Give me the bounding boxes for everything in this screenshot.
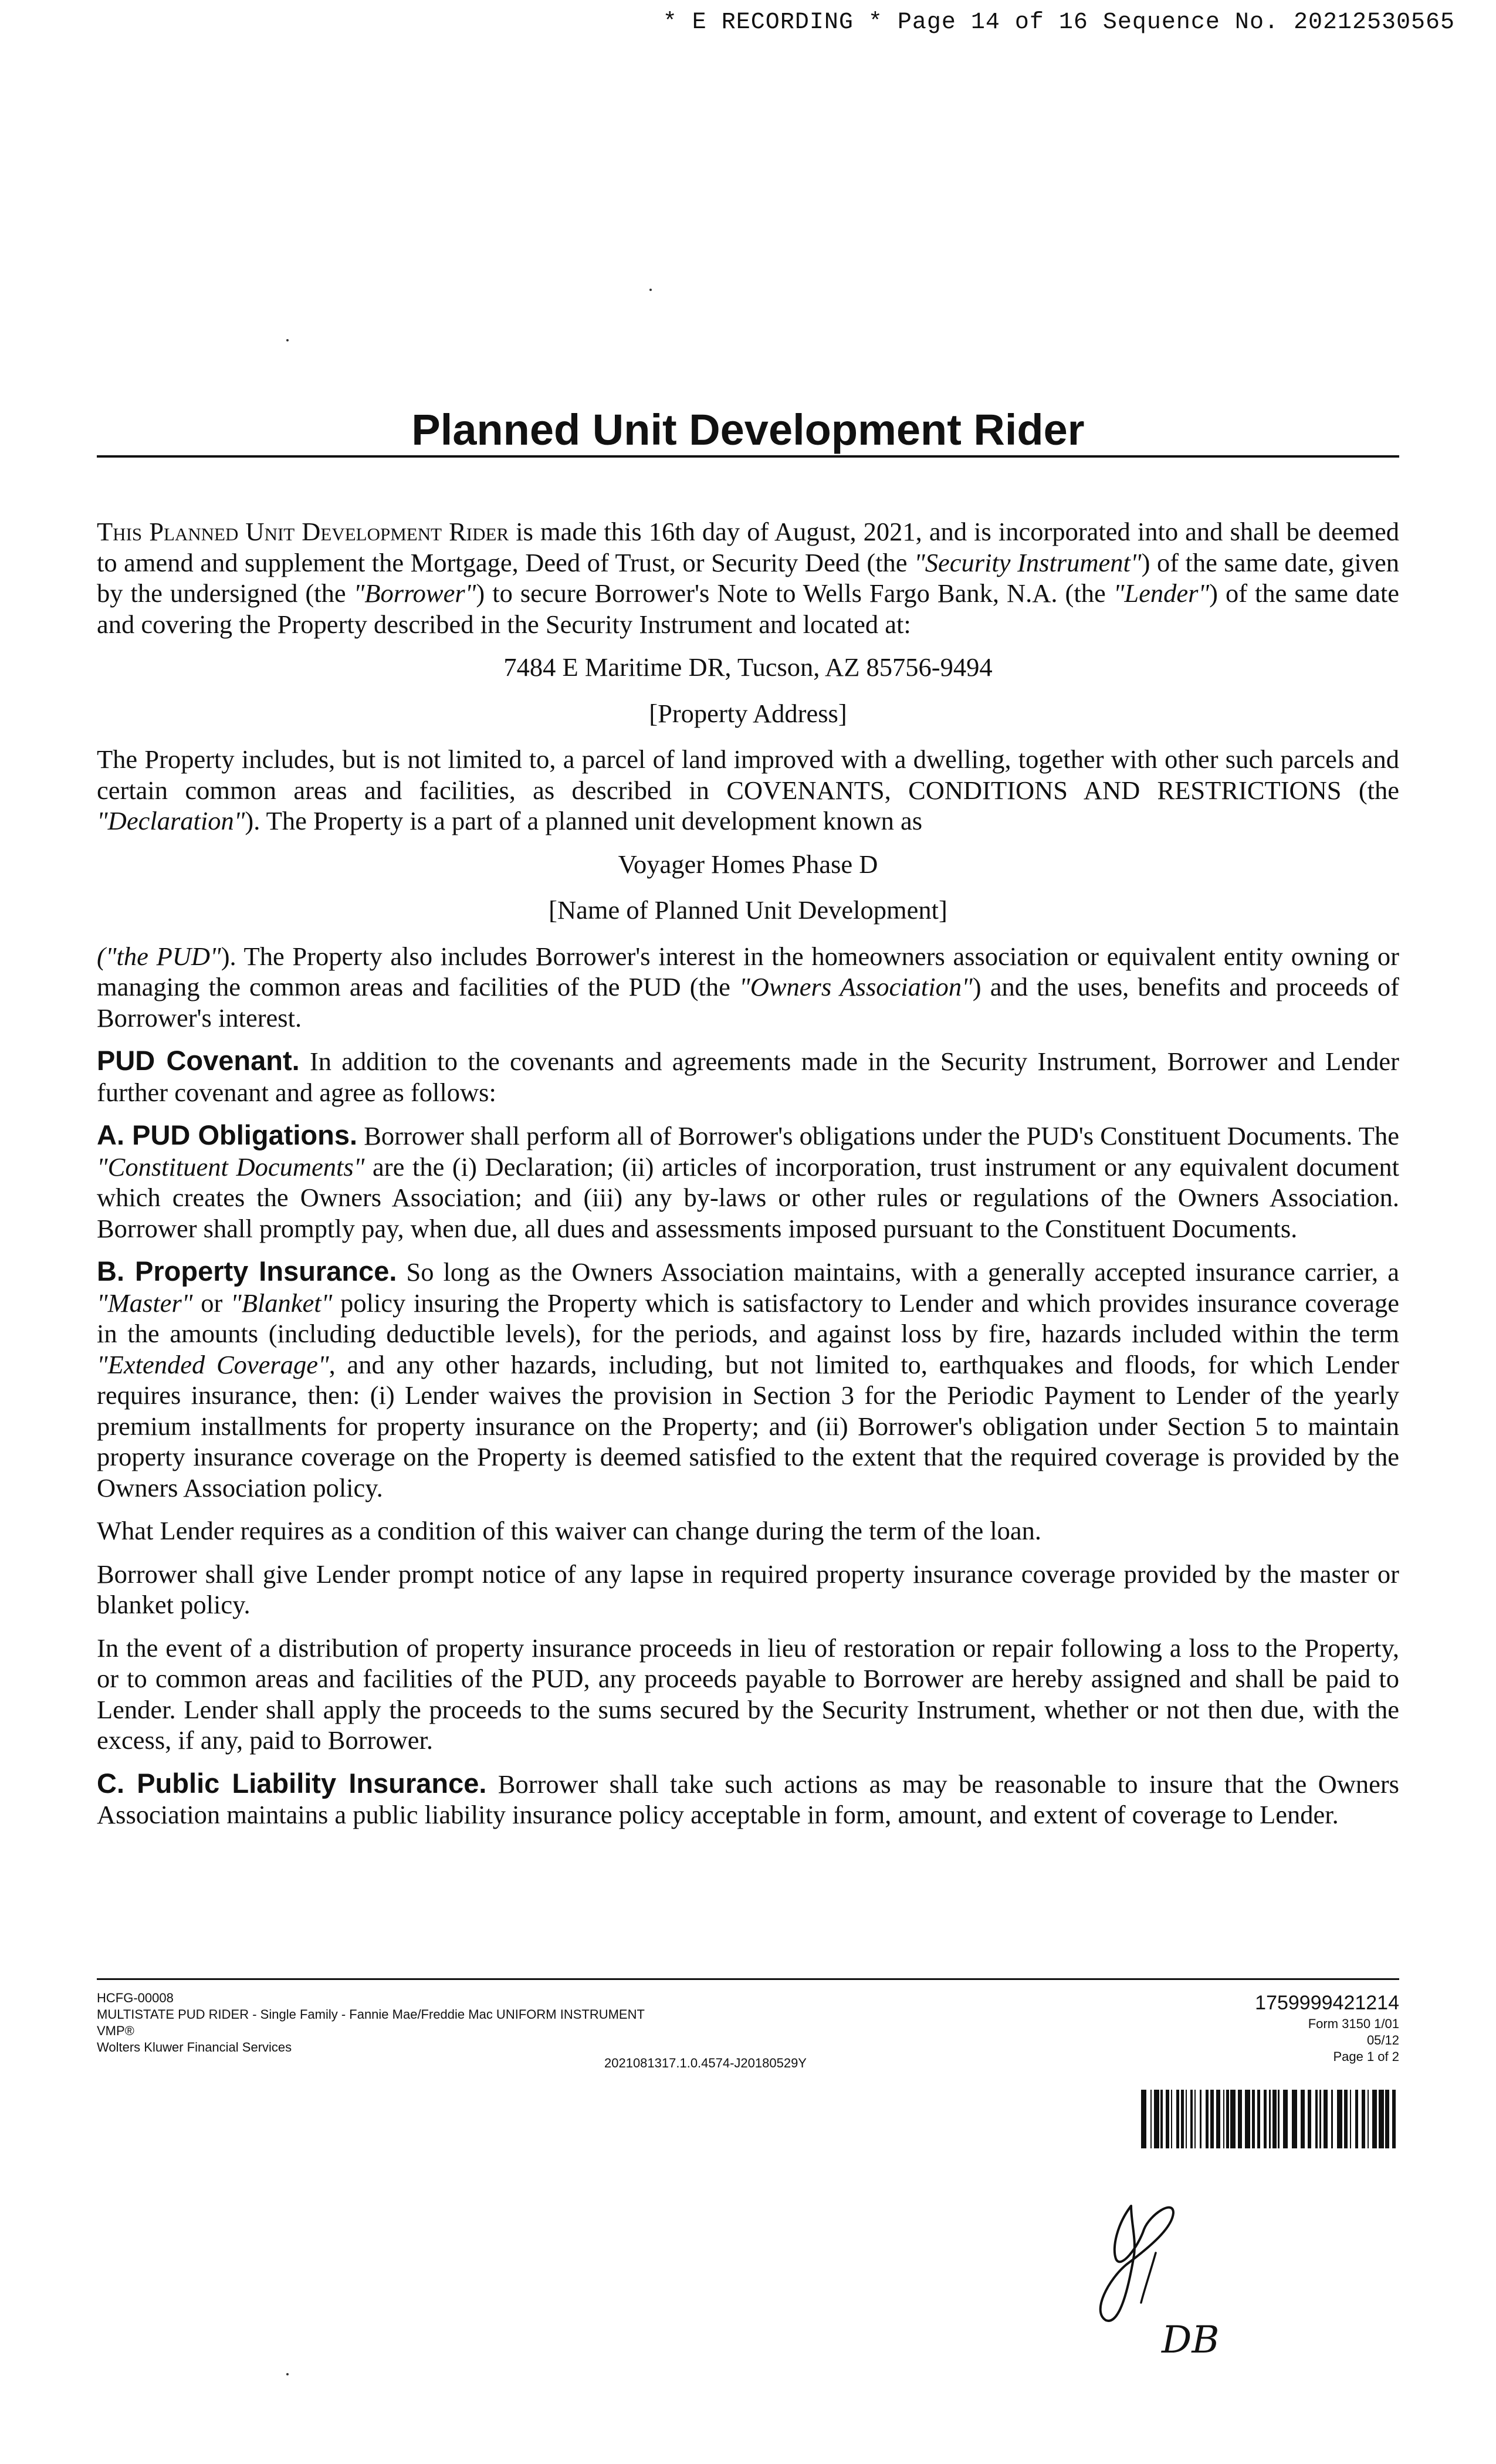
barcode-bar <box>1190 2090 1193 2148</box>
pud-paragraph <box>97 941 1399 1034</box>
pud-name-caption: [Name of Planned Unit Development] <box>549 895 947 925</box>
property-text: The Property includes, but is not limited to, a parcel of land improved with a dwelling, together with other such parcels and certain common areas and facilities, as described in COVENANTS, CONDITIONS AND RESTRICTIONS (the <box>97 744 1399 805</box>
form-description: MULTISTATE PUD RIDER - Single Family - Fannie Mae/Freddie Mac UNIFORM INSTRUMENT <box>97 2007 645 2022</box>
barcode-bar <box>1257 2090 1260 2148</box>
barcode-bar <box>1292 2090 1297 2148</box>
title-divider <box>97 455 1399 458</box>
barcode-bar <box>1194 2090 1196 2148</box>
scan-speck <box>286 339 289 341</box>
barcode-bar <box>1278 2090 1280 2148</box>
barcode-image <box>1141 2090 1399 2148</box>
section-b-text: or <box>192 1288 231 1318</box>
intro-text: ) of the same date, given by the undersigned (the <box>97 547 1400 608</box>
barcode-bar <box>1166 2090 1169 2148</box>
barcode-bar <box>1171 2090 1172 2148</box>
barcode-bar <box>1362 2090 1365 2148</box>
waiver-note: What Lender requires as a condition of this waiver can change during the term of the loan. <box>97 1516 1042 1545</box>
barcode-bar <box>1331 2090 1333 2148</box>
form-number: Form 3150 1/01 <box>1308 2016 1399 2031</box>
barcode-bar <box>1223 2090 1224 2148</box>
borrower-term: "Borrower" <box>353 578 476 608</box>
property-address: 7484 E Maritime DR, Tucson, AZ 85756-9494 <box>503 652 993 682</box>
document-body <box>97 516 1399 1843</box>
pud-name: Voyager Homes Phase D <box>618 849 878 879</box>
intro-paragraph <box>97 516 1399 639</box>
footer-left <box>97 1990 645 2056</box>
barcode-bar <box>1210 2090 1214 2148</box>
barcode-bar <box>1206 2090 1209 2148</box>
barcode-bar <box>1181 2090 1184 2148</box>
pud-term: ("the PUD" <box>97 941 221 971</box>
barcode-bar <box>1226 2090 1229 2148</box>
pud-covenant-heading: PUD Covenant. <box>97 1045 300 1076</box>
barcode-bar <box>1269 2090 1271 2148</box>
property-address-caption: [Property Address] <box>649 698 847 728</box>
section-a-text: are the (i) Declaration; (ii) articles of incorporation, trust instrument or any equivalent document which creates the Owners Association; and (iii) any by-laws or other rules or regulations of the Owners Association. Borrower shall promptly pay, when due, all dues and assessments imposed pursuant to the Constituent Documents. <box>97 1152 1399 1243</box>
publisher: Wolters Kluwer Financial Services <box>97 2040 292 2055</box>
barcode-bar <box>1264 2090 1267 2148</box>
barcode-bar <box>1245 2090 1250 2148</box>
section-a-heading: A. PUD Obligations. <box>97 1119 358 1150</box>
barcode-bar <box>1272 2090 1277 2148</box>
form-revision: 05/12 <box>1366 2033 1399 2047</box>
barcode-bar <box>1337 2090 1342 2148</box>
barcode-bar <box>1324 2090 1328 2148</box>
pud-text: ). The Property also includes Borrower's interest in the homeowners association or equivalent entity owning or managing the common areas and facilities of the PUD (the <box>97 941 1399 1001</box>
constituent-documents-term: "Constituent Documents" <box>97 1152 365 1182</box>
loan-number: 1759999421214 <box>1255 1992 1399 2014</box>
section-a-text: Borrower shall perform all of Borrower's obligations under the PUD's Constituent Documents. The <box>357 1121 1399 1150</box>
barcode-bar <box>1200 2090 1201 2148</box>
section-c-paragraph <box>97 1768 1399 1830</box>
scan-speck <box>286 2373 289 2375</box>
pud-text: ) and the uses, benefits and proceeds of Borrower's interest. <box>97 972 1399 1033</box>
barcode-bar <box>1154 2090 1159 2148</box>
section-c-text: Borrower shall take such actions as may be reasonable to insure that the Owners Association maintains a public liability insurance policy acceptable in form, amount, and extent of coverage to Lender. <box>97 1769 1399 1829</box>
barcode-bar <box>1301 2090 1305 2148</box>
barcode-bar <box>1283 2090 1288 2148</box>
proceeds-note: In the event of a distribution of property insurance proceeds in lieu of restoration or repair following a loss to the Property, or to common areas and facilities of the PUD, any proceeds payable to Borrower are hereby assigned and shall be paid to Lender. Lender shall apply the proceeds to the sums secured by the Security Instrument, whether or not then due, with the excess, if any, paid to Borrower. <box>97 1633 1399 1755</box>
pud-covenant-text: In addition to the covenants and agreements made in the Security Instrument, Borrower and Lender further covenant and agree as follows: <box>97 1047 1399 1107</box>
barcode-bar <box>1368 2090 1369 2148</box>
blanket-term: "Blanket" <box>231 1288 333 1318</box>
section-b-heading: B. Property Insurance. <box>97 1255 397 1287</box>
barcode-bar <box>1344 2090 1348 2148</box>
barcode-bar <box>1315 2090 1318 2148</box>
barcode-bar <box>1355 2090 1358 2148</box>
barcode-bar <box>1372 2090 1377 2148</box>
vmp-mark: VMP® <box>97 2023 134 2038</box>
barcode-bar <box>1216 2090 1220 2148</box>
barcode-bar <box>1308 2090 1311 2148</box>
property-text: ). The Property is a part of a planned unit development known as <box>245 806 923 835</box>
barcode-bar <box>1319 2090 1321 2148</box>
master-term: "Master" <box>97 1288 193 1318</box>
scan-speck <box>649 289 652 291</box>
section-b-text: policy insuring the Property which is satisfactory to Lender and which provides insurance coverage in the amounts (including deductible levels), for the periods, and against loss by fire, hazards included within the term <box>97 1288 1399 1348</box>
barcode-bar <box>1230 2090 1236 2148</box>
section-b-paragraph <box>97 1256 1399 1503</box>
doc-id: 2021081317.1.0.4574-J20180529Y <box>604 2056 807 2070</box>
recording-header: * E RECORDING * Page 14 of 16 Sequence No. 20212530565 <box>662 9 1455 36</box>
property-paragraph <box>97 744 1399 837</box>
barcode-bar <box>1252 2090 1255 2148</box>
section-b-text: , and any other hazards, including, but not limited to, earthquakes and floods, for which Lender requires insurance, then: (i) Lender waives the provision in Section 3 for the Periodic Payment to Lender of the yearly premium installments for property insurance on the Property; and (ii) Borrower's obligation under Section 5 to maintain property insurance coverage on the Property is deemed satisfied to the extent that the required coverage is provided by the Owners Association policy. <box>97 1349 1399 1502</box>
notice-note: Borrower shall give Lender prompt notice of any lapse in required property insurance coverage provided by the master or blanket policy. <box>97 1559 1399 1619</box>
owners-association-term: "Owners Association" <box>739 972 973 1001</box>
signature-initials: DB <box>1162 2319 1220 2358</box>
barcode-bar <box>1186 2090 1187 2148</box>
intro-text: ) of the same date and covering the Property described in the Security Instrument and located at: <box>97 578 1399 639</box>
document-title: Planned Unit Development Rider <box>411 405 1085 454</box>
footer-right <box>1255 1990 1399 2065</box>
barcode-bar <box>1379 2090 1384 2148</box>
intro-text: is made this 16th day of August, 2021, and is incorporated into and shall be deemed to amend and supplement the Mortgage, Deed of Trust, or Security Deed (the <box>97 517 1399 577</box>
footer-divider <box>97 1978 1399 1980</box>
intro-text: ) to secure Borrower's Note to Wells Fargo Bank, N.A. (the <box>476 578 1113 608</box>
lender-term: "Lender" <box>1113 578 1210 608</box>
barcode-bar <box>1176 2090 1179 2148</box>
pud-covenant-paragraph <box>97 1045 1399 1108</box>
barcode-bar <box>1141 2090 1146 2148</box>
barcode-bar <box>1350 2090 1351 2148</box>
section-c-heading: C. Public Liability Insurance. <box>97 1767 487 1799</box>
barcode-bar <box>1238 2090 1242 2148</box>
signature-image <box>1062 2182 1238 2358</box>
section-a-paragraph <box>97 1120 1399 1244</box>
barcode-bar <box>1392 2090 1396 2148</box>
rider-lead: This Planned Unit Development Rider <box>97 517 509 546</box>
barcode-bar <box>1160 2090 1163 2148</box>
form-code: HCFG-00008 <box>97 1991 174 2005</box>
page-number: Page 1 of 2 <box>1333 2049 1399 2064</box>
barcode-bar <box>1150 2090 1152 2148</box>
declaration-term: "Declaration" <box>97 806 245 835</box>
security-instrument-term: "Security Instrument" <box>914 547 1142 577</box>
barcode-bar <box>1385 2090 1389 2148</box>
extended-coverage-term: "Extended Coverage" <box>97 1349 329 1379</box>
section-b-text: So long as the Owners Association maintains, with a generally accepted insurance carrier, a <box>397 1257 1399 1287</box>
